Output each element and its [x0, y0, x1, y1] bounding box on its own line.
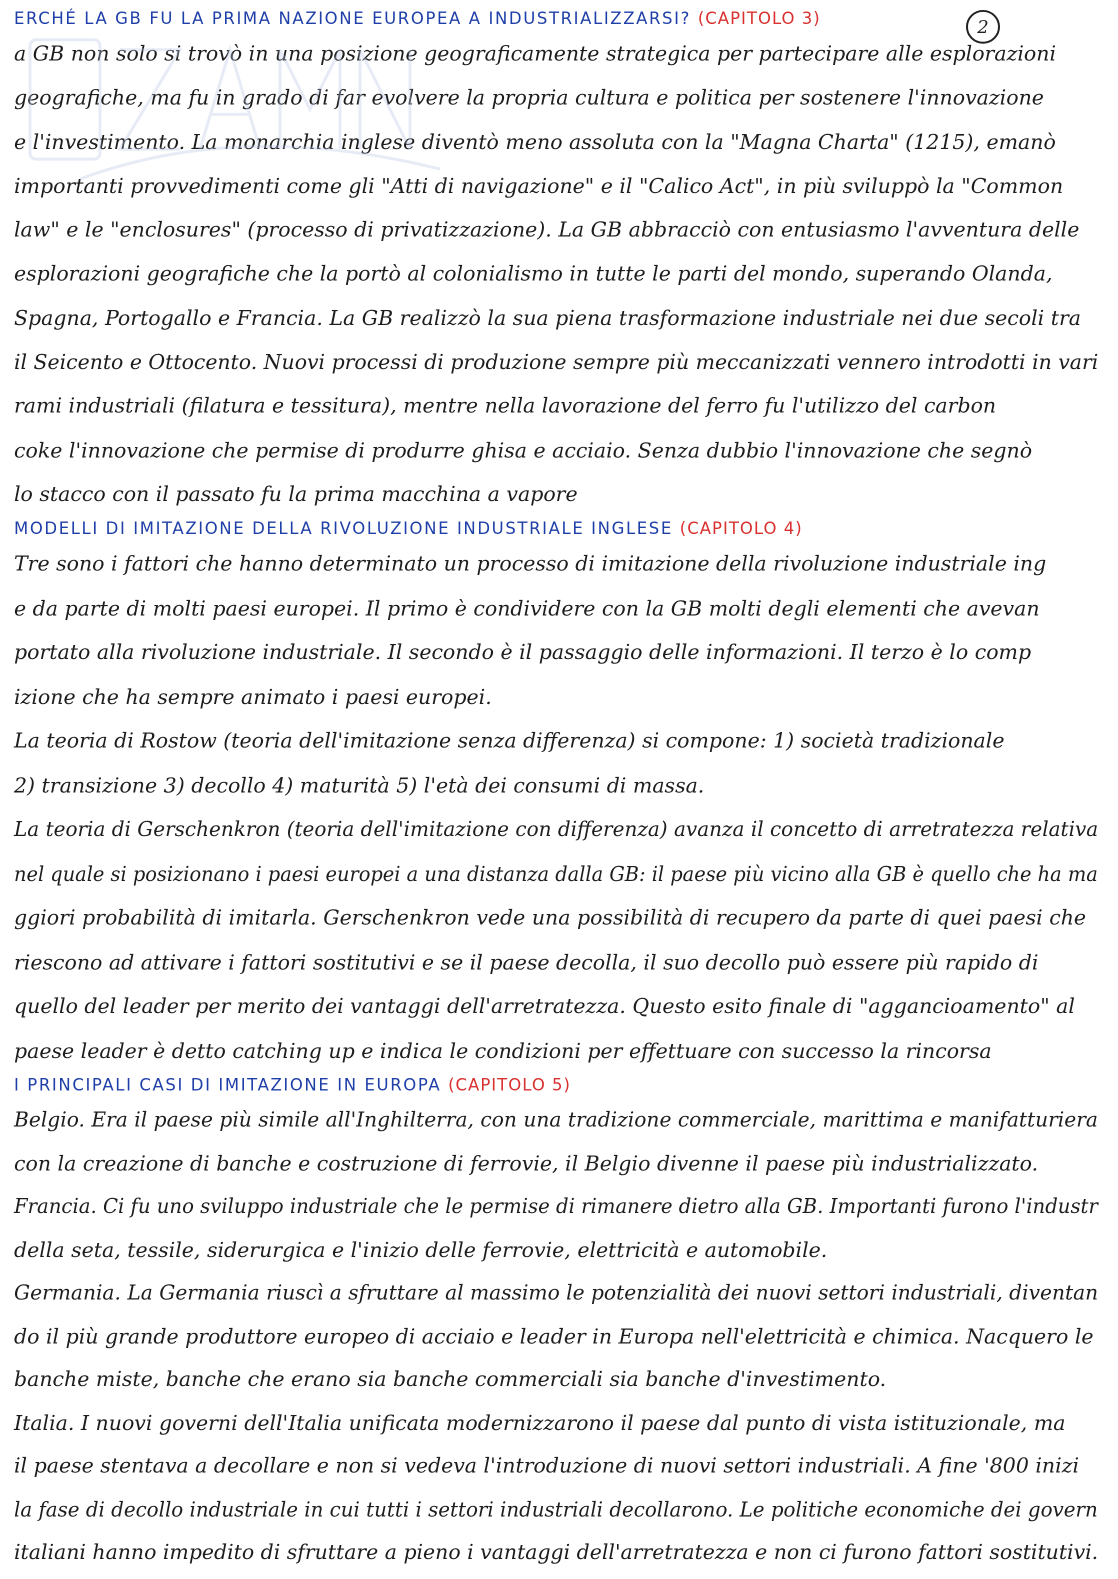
- section-gb-industrialization: [14, 6, 1098, 516]
- text-line: la fase di decollo industriale in cui tutti i settori industriali decollarono. Le politiche economiche dei govern: [14, 1497, 1098, 1522]
- text-line: con la creazione di banche e costruzione di ferrovie, il Belgio divenne il paese più industrializzato.: [14, 1151, 1039, 1176]
- text-line: Spagna, Portogallo e Francia. La GB realizzò la sua piena trasformazione industriale nei due secoli tra: [14, 306, 1081, 330]
- text-line: rami industriali (filatura e tessitura), mentre nella lavorazione del ferro fu l'utilizzo del carbon: [14, 394, 997, 418]
- text-line: della seta, tessile, siderurgica e l'inizio delle ferrovie, elettricità e automobile.: [14, 1237, 828, 1262]
- text-line: a GB non solo si trovò in una posizione geograficamente strategica per partecipare alle esplorazioni: [14, 41, 1057, 66]
- section-heading: [14, 6, 1098, 32]
- text-line: riescono ad attivare i fattori sostitutivi e se il paese decolla, il suo decollo può essere più rapido di: [14, 950, 1039, 975]
- text-line: do il più grande produttore europeo di acciaio e leader in Europa nell'elettricità e chimica. Nacquero le: [14, 1324, 1094, 1349]
- text-line: italiani hanno impedito di sfruttare a pieno i vantaggi dell'arretratezza e non ci furono fattori sostitutivi.: [14, 1540, 1099, 1565]
- text-line: Tre sono i fattori che hanno determinato un processo di imitazione della rivoluzione industriale ing: [14, 552, 1047, 576]
- section-title: I PRINCIPALI CASI DI IMITAZIONE IN EUROPA: [14, 1076, 442, 1095]
- chapter-reference: (CAPITOLO 5): [448, 1076, 571, 1095]
- text-line: Belgio. Era il paese più simile all'Inghilterra, con una tradizione commerciale, marittima e manifatturiera: [14, 1107, 1098, 1132]
- text-line: il paese stentava a decollare e non si vedeva l'introduzione di nuovi settori industriali. A fine '800 inizi: [14, 1453, 1080, 1478]
- text-line: Francia. Ci fu uno sviluppo industriale che le permise di rimanere dietro alla GB. Importanti furono l'industr: [14, 1194, 1098, 1219]
- text-line: law" e le "enclosures" (processo di privatizzazione). La GB abbracciò con entusiasmo l'avventura delle: [14, 217, 1080, 242]
- section-european-cases: [14, 1073, 1098, 1575]
- text-line: lo stacco con il passato fu la prima macchina a vapore: [14, 482, 578, 507]
- text-line: coke l'innovazione che permise di produrre ghisa e acciaio. Senza dubbio l'innovazione che segnò: [14, 438, 1033, 463]
- chapter-reference: (CAPITOLO 4): [679, 519, 803, 539]
- text-line: importanti provvedimenti come gli "Atti di navigazione" e il "Calico Act", in più sviluppò la "Common: [14, 173, 1064, 198]
- page-number-badge: 2: [966, 10, 1000, 44]
- text-line: Germania. La Germania riuscì a sfruttare al massimo le potenzialità dei nuovi settori industriali, diventan: [14, 1280, 1099, 1305]
- text-line: geografiche, ma fu in grado di far evolvere la propria cultura e politica per sostenere l'innovazione: [14, 85, 1044, 110]
- text-line: e da parte di molti paesi europei. Il primo è condividere con la GB molti degli elementi che avevan: [14, 596, 1040, 621]
- text-line: e l'investimento. La monarchia inglese diventò meno assoluta con la "Magna Charta" (1215), emanò: [14, 129, 1056, 154]
- text-line: La teoria di Rostow (teoria dell'imitazione senza differenza) si compone: 1) società tradizionale: [14, 729, 1005, 753]
- text-line: paese leader è detto catching up e indica le condizioni per effettuare con successo la rincorsa: [14, 1038, 992, 1063]
- section-title: ERCHÉ LA GB FU LA PRIMA NAZIONE EUROPEA A INDUSTRIALIZZARSI?: [14, 8, 691, 28]
- section-imitation-models: [14, 516, 1098, 1073]
- chapter-reference: (CAPITOLO 3): [697, 8, 821, 28]
- text-line: nel quale si posizionano i paesi europei a una distanza dalla GB: il paese più vicino alla GB è quello che ha ma: [14, 861, 1098, 886]
- text-line: La teoria di Gerschenkron (teoria dell'imitazione con differenza) avanza il concetto di arretratezza relativa: [14, 817, 1099, 842]
- text-line: Italia. I nuovi governi dell'Italia unificata modernizzarono il paese dal punto di vista istituzionale, ma: [14, 1410, 1066, 1435]
- text-line: 2) transizione 3) decollo 4) maturità 5) l'età dei consumi di massa.: [14, 773, 705, 798]
- section-title: MODELLI DI IMITAZIONE DELLA RIVOLUZIONE INDUSTRIALE INGLESE: [14, 519, 673, 539]
- text-line: il Seicento e Ottocento. Nuovi processi di produzione sempre più meccanizzati vennero introdotti in vari: [14, 350, 1099, 374]
- text-line: banche miste, banche che erano sia banche commerciali sia banche d'investimento.: [14, 1367, 887, 1392]
- text-line: izione che ha sempre animato i paesi europei.: [14, 684, 492, 709]
- section-heading: [14, 1073, 1098, 1099]
- text-line: ggiori probabilità di imitarla. Gerschenkron vede una possibilità di recupero da parte di quei paesi che: [14, 906, 1087, 930]
- text-line: portato alla rivoluzione industriale. Il secondo è il passaggio delle informazioni. Il terzo è lo comp: [14, 640, 1032, 665]
- text-line: quello del leader per merito dei vantaggi dell'arretratezza. Questo esito finale di "aggancioamento" al: [14, 994, 1075, 1019]
- text-line: esplorazioni geografiche che la portò al colonialismo in tutte le parti del mondo, superando Olanda,: [14, 261, 1053, 286]
- section-heading: [14, 516, 1098, 542]
